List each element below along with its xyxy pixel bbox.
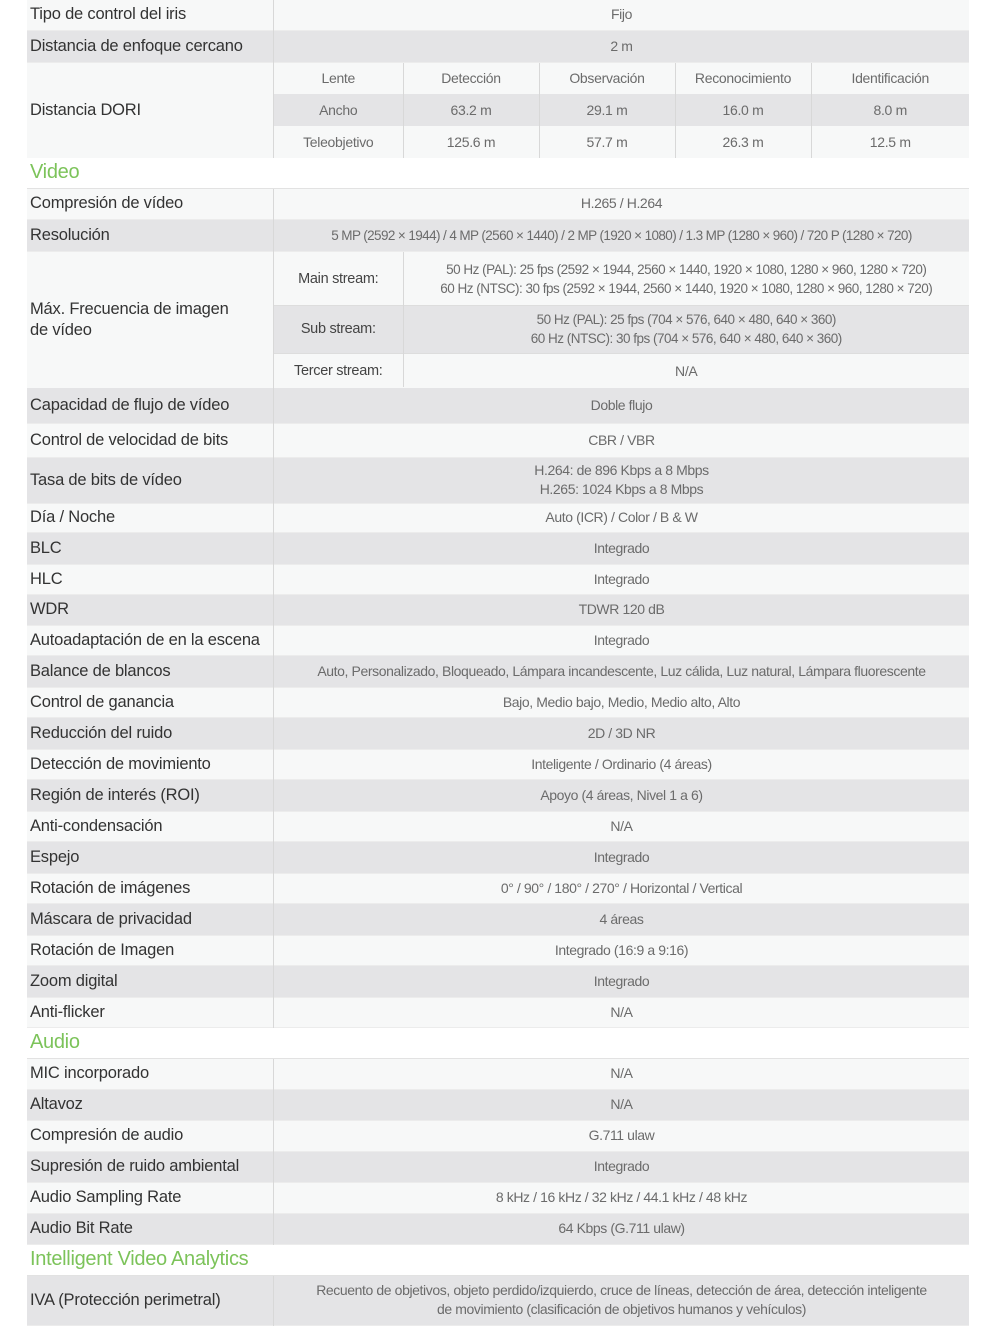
spec-row: [27, 903, 969, 935]
framerate-table-cell: [274, 251, 970, 388]
spec-value: Auto, Personalizado, Bloqueado, Lámpara incandescente, Luz cálida, Luz natural, Lámpara fluorescente: [274, 655, 970, 687]
spec-label: Detección de movimiento: [27, 749, 274, 779]
dori-cell: 12.5 m: [811, 126, 969, 158]
spec-label: Máscara de privacidad: [27, 903, 274, 935]
spec-label: Reducción del ruido: [27, 717, 274, 749]
spec-value: 4 áreas: [274, 903, 970, 935]
dori-cell: 16.0 m: [675, 94, 811, 126]
stream-value-line: 50 Hz (PAL): 25 fps (704 × 576, 640 × 480, 640 × 360): [536, 312, 836, 328]
dori-header: Lente: [274, 63, 403, 94]
spec-value: Integrado: [274, 625, 970, 655]
spec-label-line: de vídeo: [30, 320, 92, 339]
spec-row: [27, 1058, 969, 1089]
spec-label: IVA (Protección perimetral): [27, 1275, 274, 1325]
spec-label: Balance de blancos: [27, 655, 274, 687]
spec-value: Integrado: [274, 1151, 970, 1182]
spec-value: Inteligente / Ordinario (4 áreas): [274, 749, 970, 779]
section-header-iva: [27, 1244, 969, 1275]
spec-value: 64 Kbps (G.711 ulaw): [274, 1213, 970, 1244]
spec-value: Auto (ICR) / Color / B & W: [274, 503, 970, 532]
spec-value: Integrado: [274, 841, 970, 873]
spec-value: [274, 457, 970, 503]
spec-row: [27, 717, 969, 749]
spec-label: Tipo de control del iris: [27, 0, 274, 30]
spec-label-line: Máx. Frecuencia de imagen: [30, 299, 229, 318]
spec-value: Integrado: [274, 564, 970, 594]
spec-row: [27, 1089, 969, 1120]
spec-row: [27, 935, 969, 965]
spec-sheet: [27, 0, 969, 1326]
spec-value: Fijo: [274, 0, 970, 30]
spec-label: Control de ganancia: [27, 687, 274, 717]
dori-header: Reconocimiento: [675, 63, 811, 94]
spec-row: [27, 1120, 969, 1151]
spec-value: N/A: [274, 811, 970, 841]
spec-row-dori: [27, 62, 969, 158]
spec-value: Apoyo (4 áreas, Nivel 1 a 6): [274, 779, 970, 811]
spec-row: [27, 625, 969, 655]
spec-label: Anti-flicker: [27, 997, 274, 1027]
stream-value-line: 50 Hz (PAL): 25 fps (2592 × 1944, 2560 × 1440, 1920 × 1080, 1280 × 960, 1280 × 720): [446, 261, 927, 277]
section-header-video: [27, 158, 969, 189]
stream-row-third: [274, 353, 969, 387]
dori-cell: 63.2 m: [403, 94, 539, 126]
spec-value: 8 kHz / 16 kHz / 32 kHz / 44.1 kHz / 48 kHz: [274, 1182, 970, 1213]
stream-row-sub: [274, 305, 969, 353]
spec-row: [27, 594, 969, 625]
stream-value: N/A: [403, 353, 969, 387]
spec-row: [27, 997, 969, 1027]
spec-value-line: Recuento de objetivos, objeto perdido/izquierdo, cruce de líneas, detección de área, detección inteligente: [316, 1282, 927, 1298]
stream-value: [403, 252, 969, 305]
dori-cell: Ancho: [274, 94, 403, 126]
spec-label: Distancia de enfoque cercano: [27, 30, 274, 62]
spec-value: Integrado: [274, 965, 970, 997]
spec-value: H.265 / H.264: [274, 188, 970, 219]
stream-label: Main stream:: [274, 252, 403, 305]
spec-row-focus: [27, 30, 969, 62]
spec-value: TDWR 120 dB: [274, 594, 970, 625]
spec-label: Compresión de vídeo: [27, 188, 274, 219]
spec-label: Rotación de Imagen: [27, 935, 274, 965]
spec-value: [274, 1275, 970, 1325]
framerate-table: [274, 252, 969, 387]
spec-row: [27, 749, 969, 779]
spec-label: Tasa de bits de vídeo: [27, 457, 274, 503]
spec-row: [27, 564, 969, 594]
dori-cell: 29.1 m: [539, 94, 675, 126]
spec-row: [27, 503, 969, 532]
spec-label: MIC incorporado: [27, 1058, 274, 1089]
spec-value: Doble flujo: [274, 388, 970, 423]
dori-row: [274, 126, 969, 158]
spec-label: Compresión de audio: [27, 1120, 274, 1151]
stream-label: Sub stream:: [274, 305, 403, 353]
dori-header: Observación: [539, 63, 675, 94]
spec-label: Región de interés (ROI): [27, 779, 274, 811]
spec-label: HLC: [27, 564, 274, 594]
spec-row: [27, 423, 969, 457]
spec-row: [27, 388, 969, 423]
spec-table: [27, 0, 969, 1326]
spec-label: Capacidad de flujo de vídeo: [27, 388, 274, 423]
spec-row: [27, 779, 969, 811]
spec-row: [27, 841, 969, 873]
dori-cell: 125.6 m: [403, 126, 539, 158]
dori-cell: 57.7 m: [539, 126, 675, 158]
dori-table: [274, 63, 969, 158]
spec-label: Audio Bit Rate: [27, 1213, 274, 1244]
spec-label: Espejo: [27, 841, 274, 873]
spec-label: Día / Noche: [27, 503, 274, 532]
spec-value: 5 MP (2592 × 1944) / 4 MP (2560 × 1440) / 2 MP (1920 × 1080) / 1.3 MP (1280 × 960) / 720 P (1280 × 720): [274, 219, 970, 251]
spec-label: Rotación de imágenes: [27, 873, 274, 903]
spec-row: [27, 873, 969, 903]
spec-label: Supresión de ruido ambiental: [27, 1151, 274, 1182]
spec-value: 2D / 3D NR: [274, 717, 970, 749]
spec-row-framerate: [27, 251, 969, 388]
spec-row: [27, 687, 969, 717]
spec-value: Integrado (16:9 a 9:16): [274, 935, 970, 965]
dori-header: Identificación: [811, 63, 969, 94]
spec-row: [27, 1213, 969, 1244]
dori-row: [274, 94, 969, 126]
spec-value: Integrado: [274, 532, 970, 564]
spec-value: CBR / VBR: [274, 423, 970, 457]
section-title: Video: [27, 158, 969, 189]
dori-cell: 26.3 m: [675, 126, 811, 158]
spec-value: N/A: [274, 997, 970, 1027]
spec-label: BLC: [27, 532, 274, 564]
spec-row: [27, 965, 969, 997]
stream-row-main: [274, 252, 969, 305]
spec-row: [27, 1151, 969, 1182]
dori-table-cell: [274, 62, 970, 158]
spec-label: Anti-condensación: [27, 811, 274, 841]
stream-value: [403, 305, 969, 353]
spec-value: G.711 ulaw: [274, 1120, 970, 1151]
spec-value: 2 m: [274, 30, 970, 62]
spec-label: Audio Sampling Rate: [27, 1182, 274, 1213]
spec-value: N/A: [274, 1058, 970, 1089]
dori-cell: 8.0 m: [811, 94, 969, 126]
spec-label: Altavoz: [27, 1089, 274, 1120]
spec-label: Autoadaptación de en la escena: [27, 625, 274, 655]
spec-label: Resolución: [27, 219, 274, 251]
spec-value-line: de movimiento (clasificación de objetivos humanos y vehículos): [437, 1301, 806, 1317]
dori-header-row: [274, 63, 969, 94]
spec-row: [27, 655, 969, 687]
spec-value-line: H.265: 1024 Kbps a 8 Mbps: [539, 481, 704, 497]
spec-label: Zoom digital: [27, 965, 274, 997]
section-title: Audio: [27, 1027, 969, 1058]
spec-row-iva: [27, 1275, 969, 1325]
spec-row: [27, 1182, 969, 1213]
stream-value-line: 60 Hz (NTSC): 30 fps (2592 × 1944, 2560 × 1440, 1920 × 1080, 1280 × 960, 1280 × 720): [440, 280, 933, 296]
spec-row: [27, 532, 969, 564]
spec-value: 0° / 90° / 180° / 270° / Horizontal / Vertical: [274, 873, 970, 903]
section-title: Intelligent Video Analytics: [27, 1244, 969, 1275]
spec-row: [27, 457, 969, 503]
spec-value: Bajo, Medio bajo, Medio, Medio alto, Alto: [274, 687, 970, 717]
spec-label: Distancia DORI: [27, 62, 274, 158]
section-header-audio: [27, 1027, 969, 1058]
spec-label: Control de velocidad de bits: [27, 423, 274, 457]
spec-label: WDR: [27, 594, 274, 625]
dori-header: Detección: [403, 63, 539, 94]
stream-value-line: 60 Hz (NTSC): 30 fps (704 × 576, 640 × 480, 640 × 360): [530, 331, 842, 347]
spec-value-line: H.264: de 896 Kbps a 8 Mbps: [534, 462, 709, 478]
dori-cell: Teleobjetivo: [274, 126, 403, 158]
spec-value: N/A: [274, 1089, 970, 1120]
stream-label: Tercer stream:: [274, 353, 403, 387]
spec-row-iris: [27, 0, 969, 30]
spec-row: [27, 188, 969, 219]
spec-label: [27, 251, 274, 388]
spec-row: [27, 219, 969, 251]
spec-row: [27, 811, 969, 841]
